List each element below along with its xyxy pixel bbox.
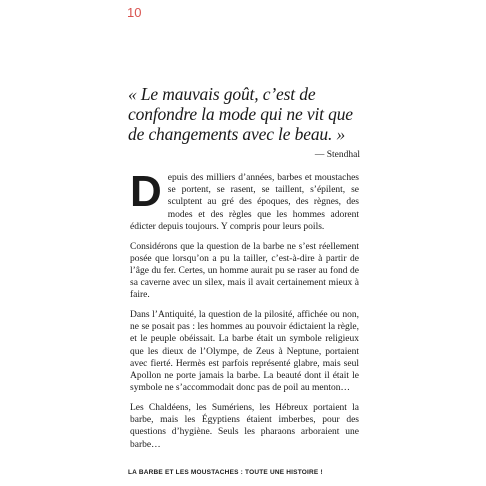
paragraph-1-text: epuis des milliers d’années, barbes et moustaches se portent, se rasent, se taillent, s’épilent, se sculptent au gré des époques, des règnes, des modes et des règles que les hommes adorent édicter depuis toujours. Y compris pour leurs poils.	[130, 173, 359, 232]
paragraph-4: Les Chaldéens, les Sumériens, les Hébreux portaient la barbe, mais les Égyptiens étaient imberbes, pour des questions d’hygiène. Seuls les pharaons arboraient une barbe…	[130, 402, 359, 450]
running-footer: LA BARBE ET LES MOUSTACHES : TOUTE UNE HISTOIRE !	[128, 469, 323, 476]
paragraph-3: Dans l’Antiquité, la question de la pilosité, affichée ou non, ne se posait pas : les hommes au pouvoir édictaient la règle, et le peuple obéissait. La barbe était un symbole religieux que les dieux de l’Olympe, de Zeus à Neptune, portaient avec fierté. Hermès est parfois représenté glabre, mais seul Apollon ne porte jamais la barbe. La beauté dont il était le symbole ne s’accommodait donc pas de poil au menton…	[130, 310, 359, 394]
epigraph-attribution: — Stendhal	[314, 150, 360, 160]
epigraph-quote: « Le mauvais goût, c’est de confondre la mode qui ne vit que de changements avec le beau. »	[128, 84, 353, 144]
paragraph-1	[130, 167, 359, 233]
body-text	[130, 167, 359, 458]
page-number: 10	[127, 5, 142, 20]
drop-cap: D	[130, 167, 162, 216]
paragraph-2: Considérons que la question de la barbe ne s’est réellement posée que lorsqu’on a pu la tailler, c’est-à-dire à partir de l’âge du fer. Certes, un homme aurait pu se raser au fond de sa caverne avec un silex, mais il avait certainement mieux à faire.	[130, 241, 359, 301]
